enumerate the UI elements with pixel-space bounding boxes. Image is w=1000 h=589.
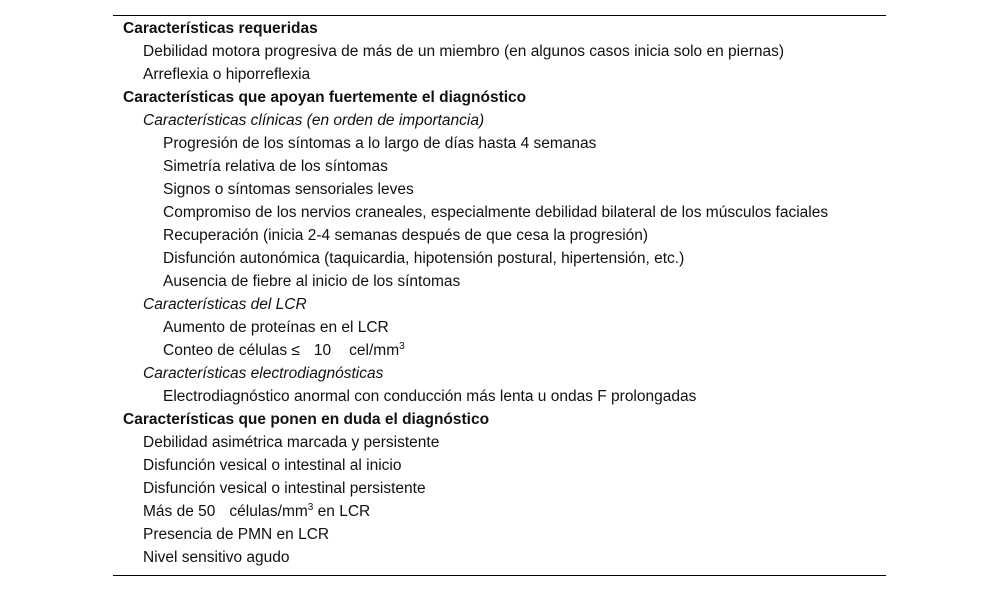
list-item: Presencia de PMN en LCR [143,526,330,543]
cell-count-value: 10 [313,342,332,359]
list-item: Simetría relativa de los síntomas [163,158,388,175]
cell-count-unit: cel/mm [349,342,400,359]
list-item: Progresión de los síntomas a lo largo de días hasta 4 semanas [163,135,597,152]
subsection-title-csf: Características del LCR [143,296,307,313]
list-item: Disfunción vesical o intestinal al inicio [143,457,402,474]
criteria-rows [113,16,886,569]
cells-exponent: 3 [307,502,314,513]
criteria-table [113,15,886,576]
list-item-cell-count [113,339,886,362]
section-heading-required: Características requeridas [123,20,318,37]
section-heading-doubt: Características que ponen en duda el diagnóstico [123,411,490,428]
cell-count-exponent: 3 [399,341,405,352]
list-item: Electrodiagnóstico anormal con conducción más lenta u ondas F prolongadas [163,388,697,405]
list-item-cells [113,500,886,523]
subsection-title-clinical: Características clínicas (en orden de importancia) [143,112,485,129]
subsection-title-electro: Características electrodiagnósticas [143,365,384,382]
list-item: Debilidad asimétrica marcada y persistente [143,434,440,451]
list-item: Signos o síntomas sensoriales leves [163,181,414,198]
list-item: Arreflexia o hiporreflexia [143,66,311,83]
cells-unit: células/mm [229,503,308,520]
list-item: Disfunción vesical o intestinal persistente [143,480,426,497]
list-item: Compromiso de los nervios craneales, especialmente debilidad bilateral de los músculos faciales [163,204,829,221]
cells-suffix: en LCR [313,503,371,520]
section-heading-supporting: Características que apoyan fuertemente el diagnóstico [123,89,527,106]
list-item: Recuperación (inicia 2-4 semanas después de que cesa la progresión) [163,227,649,244]
cells-prefix: Más de 50 [143,503,216,520]
list-item: Disfunción autonómica (taquicardia, hipotensión postural, hipertensión, etc.) [163,250,685,267]
list-item: Debilidad motora progresiva de más de un miembro (en algunos casos inicia solo en piernas) [143,43,785,60]
list-item: Nivel sensitivo agudo [143,549,290,566]
cell-count-prefix: Conteo de células ≤ [163,342,300,359]
list-item: Aumento de proteínas en el LCR [163,319,389,336]
list-item: Ausencia de fiebre al inicio de los síntomas [163,273,461,290]
